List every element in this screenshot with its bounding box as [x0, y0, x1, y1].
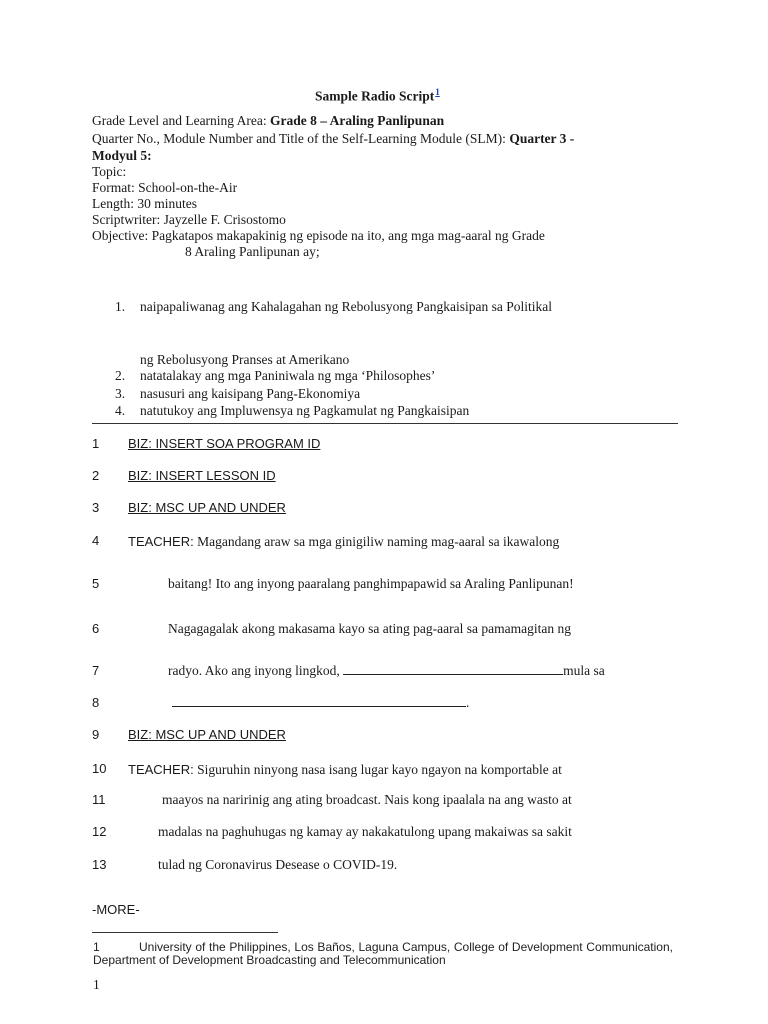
footnote-text: University of the Philippines, Los Baños, Laguna Campus, College of Development Communication, Department of Development Broadcasting and Telecommunication	[93, 940, 673, 967]
page-number: 1	[93, 977, 100, 992]
script-line: madalas na paghuhugas ng kamay ay nakakatulong upang makaiwas sa sakit	[158, 824, 572, 839]
topic-line: Topic:	[92, 164, 127, 179]
objective-line: Objective: Pagkatapos makapakinig ng episode na ito, ang mga mag-aaral ng Grade	[92, 228, 545, 243]
script-line: tulad ng Coronavirus Desease o COVID-19.	[158, 857, 398, 872]
quarter-line: Quarter No., Module Number and Title of the Self-Learning Module (SLM): Quarter 3 -	[92, 131, 575, 146]
line-number: 10	[92, 761, 107, 776]
scriptwriter-line: Scriptwriter: Jayzelle F. Crisostomo	[92, 212, 286, 227]
line-number: 2	[92, 468, 100, 483]
footnote-divider	[92, 932, 278, 933]
objective-line-continued: 8 Araling Panlipunan ay;	[185, 244, 320, 259]
biz-cue: BIZ: INSERT LESSON ID	[128, 468, 276, 483]
length-line: Length: 30 minutes	[92, 196, 197, 211]
biz-cue: BIZ: MSC UP AND UNDER	[128, 727, 286, 742]
line-number: 8	[92, 695, 100, 710]
script-line: baitang! Ito ang inyong paaralang panghimpapawid sa Araling Panlipunan!	[168, 576, 574, 591]
script-line: radyo. Ako ang inyong lingkod, mula sa	[168, 663, 605, 678]
line-number: 5	[92, 576, 100, 591]
script-line: TEACHER: Magandang araw sa mga ginigiliw naming mag-aaral sa ikawalong	[128, 534, 560, 549]
name-blank	[343, 663, 563, 675]
objective-item-number: 1.	[115, 299, 126, 314]
line-number: 4	[92, 533, 100, 548]
line-number: 13	[92, 857, 107, 872]
footnote	[93, 941, 673, 967]
objective-item-text: ng Rebolusyong Pranses at Amerikano	[140, 352, 350, 367]
speaker-label: TEACHER:	[128, 762, 194, 777]
more-marker: -MORE-	[92, 902, 140, 917]
school-blank	[172, 695, 466, 707]
script-line: maayos na naririnig ang ating broadcast. Nais kong ipaalala na ang wasto at	[162, 792, 572, 807]
page-title: Sample Radio Script$^1$	[315, 87, 440, 104]
line-number: 7	[92, 663, 100, 678]
line-number: 1	[92, 436, 100, 451]
objective-item-number: 4.	[115, 403, 126, 418]
line-number: 3	[92, 500, 100, 515]
line-number: 11	[92, 792, 106, 807]
speaker-label: TEACHER:	[128, 534, 194, 549]
script-line: Nagagagalak akong makasama kayo sa ating pag-aaral sa pamamagitan ng	[168, 621, 571, 636]
section-divider	[92, 423, 678, 424]
script-line: .	[172, 695, 469, 711]
line-number: 12	[92, 824, 107, 839]
line-number: 6	[92, 621, 100, 636]
format-line: Format: School-on-the-Air	[92, 180, 238, 195]
objective-item-text: nasusuri ang kaisipang Pang-Ekonomiya	[140, 386, 361, 401]
objective-item-text: natatalakay ang mga Paniniwala ng mga ‘Philosophes’	[140, 368, 436, 383]
grade-level-line: Grade Level and Learning Area: Grade 8 – Araling Panlipunan	[92, 113, 445, 128]
line-number: 9	[92, 727, 100, 742]
footnote-number: 1	[93, 940, 100, 954]
objective-item-text: natutukoy ang Impluwensya ng Pagkamulat ng Pangkaisipan	[140, 403, 470, 418]
objective-item-number: 2.	[115, 368, 126, 383]
biz-cue: BIZ: MSC UP AND UNDER	[128, 500, 286, 515]
script-line: TEACHER: Siguruhin ninyong nasa isang lugar kayo ngayon na komportable at	[128, 762, 562, 777]
footnote-reference-link[interactable]: 1	[435, 87, 440, 97]
module-line: Modyul 5:	[92, 148, 152, 163]
objective-item-number: 3.	[115, 386, 126, 401]
biz-cue: BIZ: INSERT SOA PROGRAM ID	[128, 436, 321, 451]
objective-item-text: naipapaliwanag ang Kahalagahan ng Rebolusyong Pangkaisipan sa Politikal	[140, 299, 553, 314]
